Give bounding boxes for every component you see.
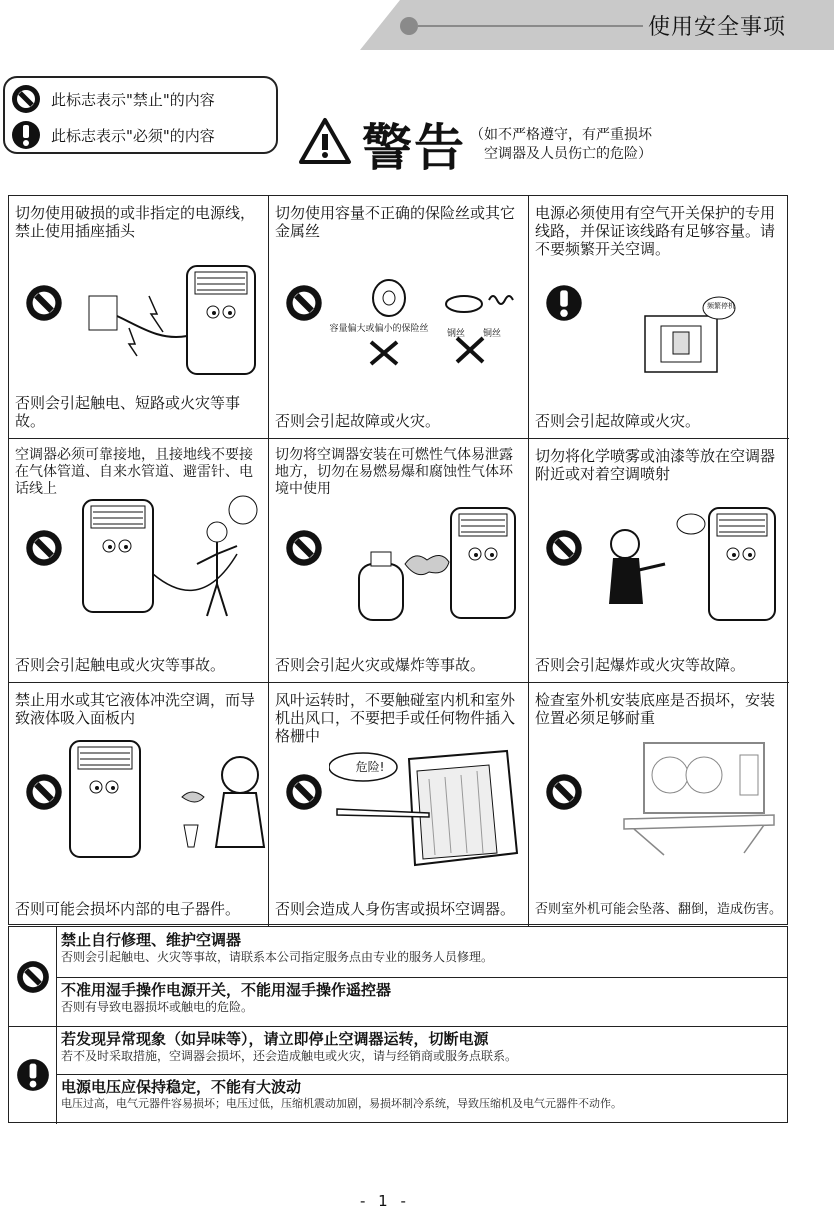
bottom-row-detail: 若不及时采取措施，空调器会损坏，还会造成触电或火灾，请与经销商或服务点联系。 — [61, 1049, 518, 1063]
legend-prohibit-text: 此标志表示"禁止"的内容 — [51, 90, 215, 109]
page-number: - 1 - — [360, 1192, 410, 1210]
grid-cell — [9, 439, 269, 683]
bottom-row-heading: 若发现异常现象（如异味等），请立即停止空调器运转，切断电源 — [61, 1030, 489, 1048]
grid-cell — [529, 683, 789, 926]
cell-title: 切勿将化学喷雾或油漆等放在空调器附近或对着空调喷射 — [535, 447, 776, 483]
cell-title: 电源必须使用有空气开关保护的专用线路，并保证该线路有足够容量。请不要频繁开关空调。 — [535, 204, 776, 258]
prohibit-icon — [11, 84, 41, 114]
grid-cell — [529, 196, 789, 439]
cell-note: 否则会造成人身伤害或损坏空调器。 — [275, 900, 516, 918]
cell-note: 否则会引起故障或火灾。 — [535, 412, 701, 430]
warning-triangle-icon — [298, 117, 352, 165]
gas-cylinder-illustration — [339, 494, 524, 624]
prohibit-icon — [285, 773, 323, 811]
cell-title: 检查室外机安装底座是否损坏，安装位置必须足够耐重 — [535, 691, 776, 727]
legend-prohibit — [11, 82, 215, 116]
must-icon — [545, 284, 583, 322]
cell-title: 切勿使用容量不正确的保险丝或其它金属丝 — [275, 204, 516, 240]
bottom-row-heading: 不准用湿手操作电源开关，不能用湿手操作遥控器 — [61, 981, 392, 999]
grid-cell — [529, 439, 789, 683]
cell-note: 否则会引起触电或火灾等事故。 — [15, 656, 226, 674]
bottom-row-detail: 否则会引起触电、火灾等事故，请联系本公司指定服务点由专业的服务人员修理。 — [61, 950, 494, 964]
ac-unit-plug-illustration — [79, 256, 264, 376]
cell-title: 风叶运转时，不要触碰室内机和室外机出风口，不要把手或任何物件插入格栅中 — [275, 691, 516, 745]
prohibit-icon — [545, 773, 583, 811]
cell-title: 切勿使用破损的或非指定的电源线，禁止使用插座插头 — [15, 204, 256, 240]
prohibit-icon — [25, 773, 63, 811]
prohibit-icon — [545, 529, 583, 567]
page-title: 使用安全事项 — [648, 15, 787, 40]
warning-note — [470, 126, 700, 164]
warning-title: 警告 — [362, 118, 466, 177]
bottom-row-heading: 电源电压应保持稳定，不能有大波动 — [61, 1078, 302, 1096]
bottom-row — [57, 1074, 787, 1124]
cell-note: 否则会引起爆炸或火灾等故障。 — [535, 656, 746, 674]
frequent-stop-label: 频繁停机 — [707, 302, 735, 310]
must-icon — [16, 1058, 50, 1092]
water-washing-illustration — [64, 735, 269, 865]
grid-cell — [269, 196, 529, 439]
bottom-row — [57, 1026, 787, 1074]
bottom-row-heading: 禁止自行修理、维护空调器 — [61, 931, 242, 949]
copper-wire-label: 铜丝 — [483, 329, 502, 339]
cell-note: 否则会引起触电、短路或火灾等事故。 — [15, 394, 241, 430]
spray-paint-illustration — [599, 494, 784, 624]
legend-must — [11, 118, 215, 152]
warning-note-line2: 空调器及人员伤亡的危险） — [484, 146, 652, 162]
grid-cell — [269, 439, 529, 683]
steel-wire-label: 钢丝 — [447, 329, 466, 339]
cell-title: 空调器必须可靠接地，且接地线不要接在气体管道、自来水管道、避雷针、电话线上 — [15, 447, 253, 497]
grid-cell — [9, 196, 269, 439]
bottom-notes-table — [8, 926, 788, 1123]
prohibit-icon — [285, 284, 323, 322]
warning-grid — [8, 195, 788, 925]
prohibit-icon — [285, 529, 323, 567]
grid-cell — [269, 683, 529, 926]
prohibit-symbol-cell — [9, 927, 57, 1026]
prohibit-icon — [16, 960, 50, 994]
cell-note: 否则室外机可能会坠落、翻倒，造成伤害。 — [535, 902, 783, 917]
danger-label: 危险! — [355, 760, 385, 774]
cell-note: 否则可能会损坏内部的电子器件。 — [15, 900, 241, 918]
bottom-row — [57, 977, 787, 1026]
must-symbol-cell — [9, 1026, 57, 1124]
grid-cell — [9, 683, 269, 926]
bottom-row-detail: 否则有导致电器损坏或触电的危险。 — [61, 1000, 254, 1014]
legend-must-text: 此标志表示"必须"的内容 — [51, 126, 215, 145]
warning-note-line1: （如不严格遵守，有严重损坏 — [470, 127, 652, 143]
outdoor-unit-bracket-illustration — [604, 735, 784, 865]
bottom-row — [57, 927, 787, 977]
symbol-legend — [3, 76, 278, 154]
cell-note: 否则会引起火灾或爆炸等事故。 — [275, 656, 486, 674]
prohibit-icon — [25, 284, 63, 322]
header-line — [418, 25, 643, 27]
cell-title: 禁止用水或其它液体冲洗空调，而导致液体吸入面板内 — [15, 691, 256, 727]
header-dot-icon — [400, 17, 418, 35]
ac-grounding-illustration — [77, 494, 267, 624]
bottom-row-detail: 电压过高，电气元器件容易损坏；电压过低，压缩机震动加剧，易损坏制冷系统，导致压缩机及电气元器件不动作。 — [61, 1097, 622, 1110]
prohibit-icon — [25, 529, 63, 567]
fuse-label: 容量偏大或偏小的保险丝 — [329, 324, 429, 334]
cell-note: 否则会引起故障或火灾。 — [275, 412, 441, 430]
must-icon — [11, 120, 41, 150]
cell-title: 切勿将空调器安装在可燃性气体易泄露地方，切勿在易燃易爆和腐蚀性气体环境中使用 — [275, 447, 513, 497]
